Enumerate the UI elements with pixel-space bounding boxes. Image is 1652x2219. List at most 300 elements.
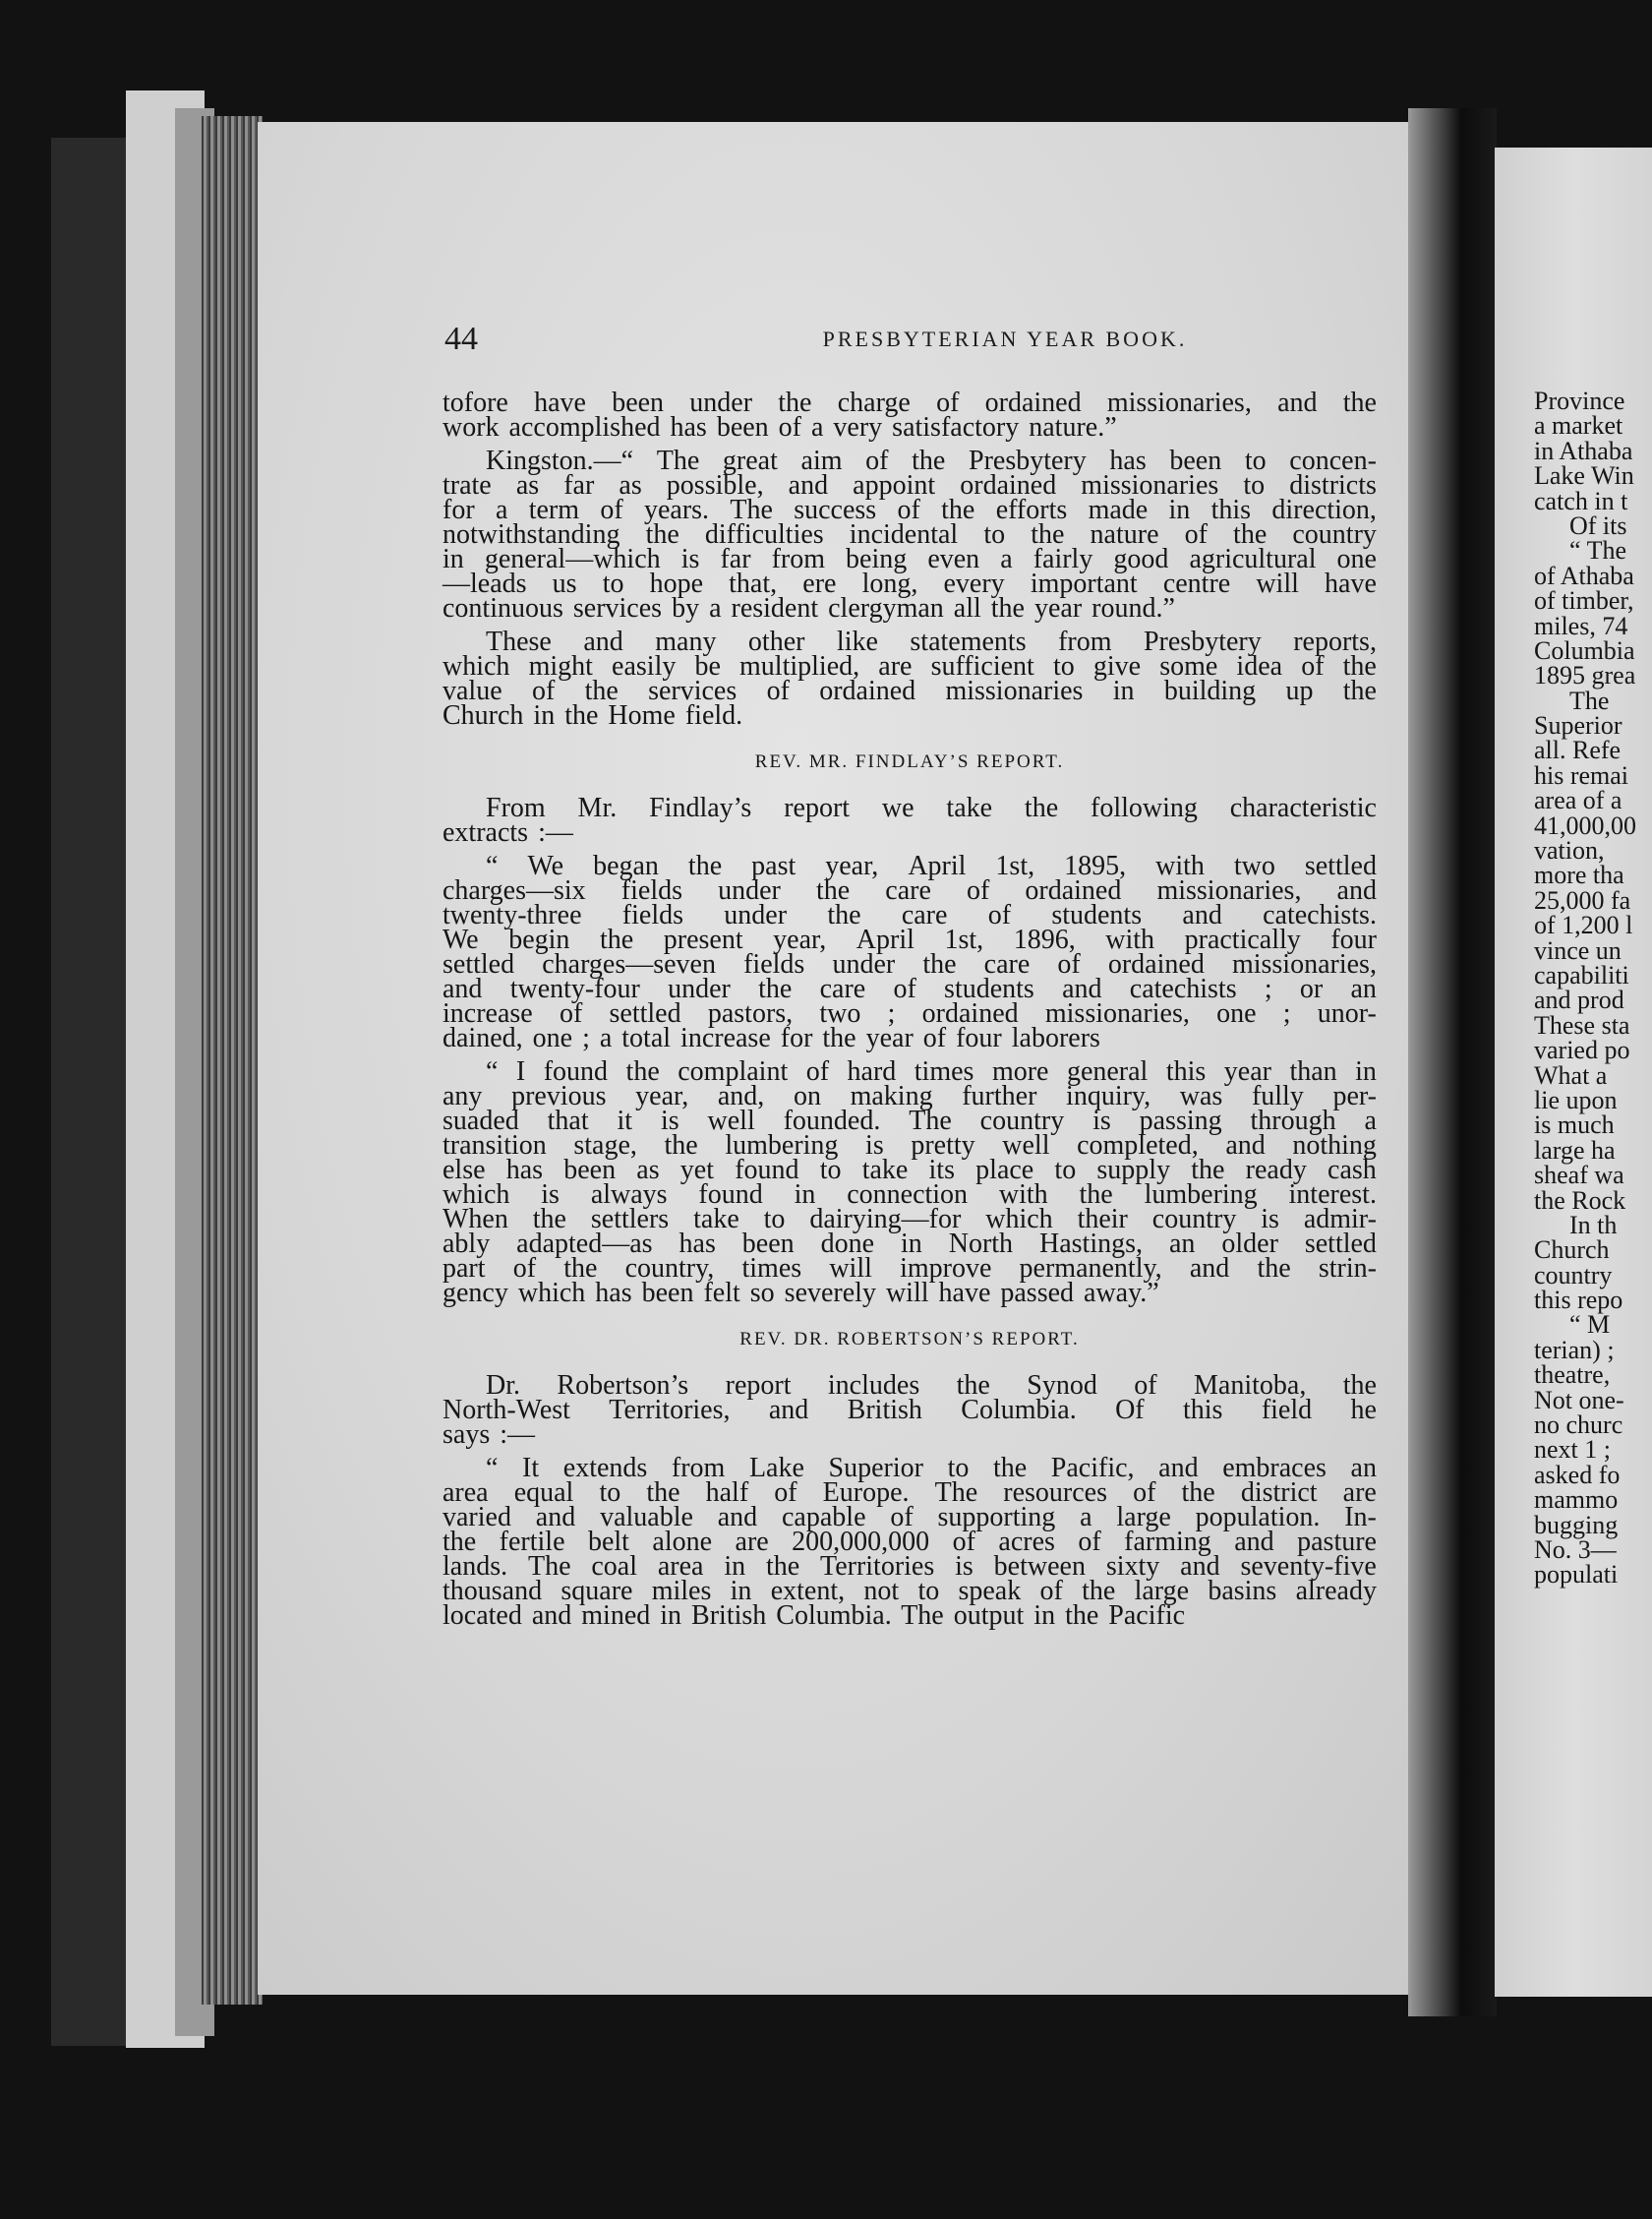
word: from [771, 544, 825, 574]
word: The [909, 1106, 952, 1136]
facing-page-line: bugging [1534, 1510, 1619, 1539]
facing-page-line: sheaf wa [1534, 1161, 1624, 1190]
word: following [1091, 793, 1198, 823]
facing-page-line: this repo [1534, 1286, 1623, 1315]
word: area [442, 1477, 489, 1508]
word: concen- [1289, 446, 1377, 476]
word: and [1062, 974, 1102, 1004]
word: good [1113, 544, 1169, 574]
word: past [751, 851, 796, 881]
word: The [934, 1477, 978, 1508]
word: Manitoba, [1194, 1370, 1307, 1401]
word: the [1181, 1477, 1215, 1508]
word: the [941, 495, 975, 525]
word: and [1158, 1453, 1199, 1483]
word: of [1301, 651, 1325, 682]
facing-page-line: Superior [1534, 711, 1622, 741]
word: connection [847, 1179, 969, 1210]
word: belt [587, 1527, 629, 1557]
word: to [602, 569, 624, 599]
word: times [914, 1056, 974, 1087]
word: this [1182, 1395, 1223, 1425]
word: the [532, 1204, 566, 1234]
word: country, [624, 1253, 715, 1284]
word: Superior [828, 1453, 923, 1483]
text-line: says :— [442, 1419, 535, 1450]
word: as [619, 470, 642, 501]
word: easily [612, 651, 677, 682]
word: ; [887, 998, 896, 1029]
word: to [1054, 1155, 1077, 1185]
word: twenty-four [509, 974, 640, 1004]
word: hope [649, 569, 704, 599]
facing-page-line: Columbia [1534, 635, 1635, 665]
word: any [442, 1081, 483, 1111]
facing-page-line: 1895 grea [1534, 661, 1636, 690]
word: place [975, 1155, 1034, 1185]
word: When [442, 1204, 508, 1234]
word: missionaries [945, 676, 1084, 706]
word: general—which [484, 544, 661, 574]
word: and [535, 1502, 576, 1532]
word: the [1024, 793, 1059, 823]
word: reports, [1293, 627, 1377, 657]
word: of [966, 875, 990, 906]
word: we [881, 793, 914, 823]
word: The [656, 446, 700, 476]
word: admir- [1303, 1204, 1377, 1234]
facing-page-line: Not one- [1534, 1385, 1624, 1414]
word: its [928, 1155, 955, 1185]
word: care [983, 949, 1031, 980]
word: the [584, 676, 619, 706]
word: nature [1090, 519, 1159, 550]
facing-page-line: his remai [1534, 760, 1629, 790]
word: of [893, 974, 916, 1004]
word: under [689, 388, 753, 418]
word: half [705, 1477, 749, 1508]
facing-page-line: Lake Win [1534, 461, 1634, 491]
word: fields [743, 949, 805, 980]
word: 1st, [995, 851, 1035, 881]
word: more [991, 1056, 1049, 1087]
word: country [979, 1106, 1065, 1136]
text-line [442, 1395, 1377, 1425]
word: fairly [1032, 544, 1093, 574]
word: thousand [442, 1576, 543, 1606]
word: ordained [819, 676, 916, 706]
word: which [442, 651, 510, 682]
word: years. [643, 495, 710, 525]
word: and [1225, 1130, 1266, 1161]
word: adapted—as [516, 1229, 653, 1259]
word: area [657, 1551, 704, 1582]
word: incidental [849, 519, 959, 550]
word: inquiry, [1066, 1081, 1151, 1111]
word: further [962, 1081, 1037, 1111]
word: hard [847, 1056, 897, 1087]
facing-page-line: large ha [1534, 1135, 1616, 1165]
page-number: 44 [444, 321, 478, 357]
word: fields [621, 900, 683, 930]
word: general [1066, 1056, 1149, 1087]
facing-page-line: asked fo [1534, 1460, 1621, 1489]
word: catechists. [1263, 900, 1377, 930]
word: supporting [937, 1502, 1056, 1532]
word: under [832, 949, 896, 980]
word: and [1234, 1527, 1274, 1557]
word: that [547, 1106, 589, 1136]
page-body [442, 388, 1377, 1631]
word: of [531, 676, 556, 706]
word: began [593, 851, 659, 881]
word: far [563, 470, 595, 501]
word: agricultural [1189, 544, 1317, 574]
word: the [625, 1056, 660, 1087]
word: April [908, 851, 967, 881]
word: found [543, 1056, 609, 1087]
facing-page-line: no churc [1534, 1410, 1623, 1440]
word: an [1350, 974, 1377, 1004]
word: this [1210, 495, 1252, 525]
facing-page-line: of 1,200 l [1534, 911, 1633, 940]
word: to [917, 1576, 940, 1606]
word: North [948, 1229, 1014, 1259]
word: of [1039, 1576, 1063, 1606]
word: tofore [442, 388, 508, 418]
word: square [560, 1576, 633, 1606]
word: will [829, 1253, 872, 1284]
word: —leads [442, 569, 527, 599]
word: Pacific, [1050, 1453, 1135, 1483]
word: between [993, 1551, 1086, 1582]
word: Presbytery [1143, 627, 1262, 657]
text-line: gency which has been felt so severely will have passed away.” [442, 1278, 1159, 1308]
word: even [927, 544, 980, 574]
word: to [819, 1155, 842, 1185]
word: in [730, 1576, 752, 1606]
word: missionaries, [1106, 388, 1252, 418]
word: the [758, 974, 793, 1004]
word: sufficient [930, 651, 1034, 682]
word: than [1289, 1056, 1337, 1087]
word: the [442, 1527, 477, 1557]
word: to [983, 519, 1006, 550]
word: the [599, 925, 634, 955]
word: ordained [921, 998, 1019, 1029]
word: which [985, 1204, 1053, 1234]
word: has [678, 1229, 716, 1259]
word: as [515, 470, 540, 501]
word: of [865, 446, 889, 476]
word: made [1088, 495, 1149, 525]
word: done [820, 1229, 875, 1259]
word: the [645, 519, 679, 550]
word: lands. [442, 1551, 508, 1582]
word: ; [1282, 998, 1291, 1029]
word: aim [800, 446, 843, 476]
word: the [1257, 1253, 1291, 1284]
word: from [1058, 627, 1112, 657]
word: missionaries, [1231, 949, 1377, 980]
facing-page-line: “ M [1569, 1310, 1611, 1340]
word: four [1330, 925, 1377, 955]
word: April [856, 925, 914, 955]
word: Presbytery [969, 446, 1087, 476]
word: Columbia. [961, 1395, 1077, 1425]
word: value [442, 676, 502, 706]
word: it [617, 1106, 633, 1136]
word: ordained [960, 470, 1057, 501]
word: their [1077, 1204, 1128, 1234]
word: Kingston.—“ [486, 446, 634, 476]
text-line: extracts :— [442, 817, 573, 848]
word: improve [900, 1253, 992, 1284]
facing-page-line: more tha [1534, 861, 1624, 890]
word: a [495, 495, 508, 525]
word: population. [1195, 1502, 1321, 1532]
word: some [1159, 651, 1218, 682]
word: great [722, 446, 778, 476]
word: field [1261, 1395, 1313, 1425]
word: services [648, 676, 738, 706]
word: per- [1332, 1081, 1377, 1111]
word: It [522, 1453, 540, 1483]
facing-page-line: 25,000 fa [1534, 885, 1631, 915]
word: the [646, 1477, 680, 1508]
word: in [1112, 676, 1135, 706]
word: in [794, 1179, 816, 1210]
word: resources [1003, 1477, 1107, 1508]
word: he [1350, 1395, 1377, 1425]
word: valuable [600, 1502, 693, 1532]
facing-page-line: No. 3— [1534, 1534, 1617, 1564]
facing-page-line: next 1 ; [1534, 1435, 1611, 1465]
word: charge [837, 388, 911, 418]
word: is [955, 1551, 974, 1582]
book-gutter [1408, 108, 1497, 2016]
word: statements [910, 627, 1027, 657]
word: and [1182, 900, 1222, 930]
facing-page-line: These sta [1534, 1010, 1630, 1040]
text-line [442, 793, 1377, 823]
word: far [720, 544, 751, 574]
word: found [735, 1155, 799, 1185]
word: every [943, 569, 1005, 599]
word: making [850, 1081, 933, 1111]
text-line: work accomplished has been of a very satisfactory nature.” [442, 412, 1117, 443]
word: pastors, [707, 998, 794, 1029]
word: an [1350, 1453, 1377, 1483]
word: always [590, 1179, 668, 1210]
word: Dr. [486, 1370, 520, 1401]
word: in [1168, 495, 1191, 525]
word: charges—seven [542, 949, 716, 980]
word: country [1292, 519, 1377, 550]
word: has [1109, 446, 1147, 476]
section-heading: REV. DR. ROBERTSON’S REPORT. [739, 1329, 1080, 1349]
facing-page-line: in Athaba [1534, 436, 1633, 465]
running-header [444, 321, 1364, 360]
facing-page-line: varied po [1534, 1036, 1630, 1065]
word: is [865, 1130, 884, 1161]
word: which [442, 1179, 510, 1210]
word: in [442, 544, 464, 574]
word: We [527, 851, 564, 881]
word: of [1078, 1527, 1101, 1557]
word: acres [998, 1527, 1055, 1557]
text-line: dained, one ; a total increase for the year of four laborers [442, 1023, 1100, 1053]
word: of [600, 495, 623, 525]
facing-page-line: terian) ; [1534, 1335, 1615, 1364]
word: on [793, 1081, 821, 1111]
word: missionaries, [1044, 998, 1190, 1029]
word: missionaries [1081, 470, 1219, 501]
word: of [774, 1477, 797, 1508]
word: else [442, 1155, 486, 1185]
word: one [1216, 998, 1257, 1029]
word: the [912, 446, 946, 476]
word: of [766, 676, 790, 706]
facing-page-line: of Athaba [1534, 561, 1634, 590]
facing-page-line: theatre, [1534, 1360, 1611, 1390]
word: to [947, 1453, 970, 1483]
word: the [1342, 651, 1377, 682]
word: charges—six [442, 875, 586, 906]
word: coal [591, 1551, 637, 1582]
word: the [1079, 1179, 1113, 1210]
text-line: Church in the Home field. [442, 700, 743, 731]
word: “ [486, 1453, 499, 1483]
word: take [861, 1155, 909, 1185]
word: be [694, 651, 721, 682]
word: of [897, 495, 920, 525]
word: fully [1251, 1081, 1304, 1111]
word: and [1189, 1253, 1230, 1284]
word: begin [508, 925, 570, 955]
word: large [1116, 1502, 1171, 1532]
text-line [442, 1453, 1377, 1483]
word: trate [442, 470, 492, 501]
word: ordained [1107, 949, 1205, 980]
word: dairying—for [809, 1204, 962, 1234]
facing-page-line: capabiliti [1534, 960, 1629, 990]
word: that, [729, 569, 778, 599]
word: idea [1236, 651, 1283, 682]
word: found [698, 1179, 763, 1210]
word: From [486, 793, 546, 823]
word: I [515, 1056, 526, 1087]
word: ere [802, 569, 837, 599]
word: Lake [748, 1453, 804, 1483]
word: other [747, 627, 805, 657]
word: fields [620, 875, 682, 906]
word: efforts [995, 495, 1068, 525]
facing-page-text [1534, 389, 1652, 1588]
word: and [768, 1395, 809, 1425]
facing-page-line: miles, 74 [1534, 611, 1628, 640]
word: districts [1289, 470, 1377, 501]
word: of [890, 1502, 914, 1532]
word: settled [1304, 851, 1377, 881]
word: like [836, 627, 878, 657]
word: multiplied, [739, 651, 860, 682]
word: and, [717, 1081, 765, 1111]
word: ready [1245, 1155, 1307, 1185]
word: the [992, 1453, 1028, 1483]
word: have [1325, 569, 1377, 599]
word: under [724, 900, 788, 930]
facing-page-line: the Rock [1534, 1185, 1626, 1215]
word: take [693, 1204, 739, 1234]
word: increase [442, 998, 533, 1029]
word: with [1105, 925, 1155, 955]
word: the [815, 875, 851, 906]
word: founded. [783, 1106, 881, 1136]
word: of [805, 1056, 830, 1087]
word: was [1179, 1081, 1223, 1111]
facing-page-line: “ The [1569, 536, 1626, 566]
word: Mr. [577, 793, 618, 823]
word: district [1240, 1477, 1318, 1508]
word: settled [609, 998, 681, 1029]
text-line: continuous services by a resident clergyman all the year round.” [442, 593, 1175, 624]
word: many [655, 627, 717, 657]
facing-page-line: a market [1534, 411, 1623, 441]
word: of [952, 1527, 975, 1557]
word: 200,000,000 [792, 1527, 930, 1557]
word: of [1134, 1370, 1157, 1401]
word: basins [1208, 1576, 1277, 1606]
word: not [863, 1576, 900, 1606]
word: seventy-five [1240, 1551, 1377, 1582]
word: up [1285, 676, 1314, 706]
word: are [735, 1527, 769, 1557]
word: sixty [1105, 1551, 1160, 1582]
word: country [1151, 1204, 1237, 1234]
word: Findlay’s [649, 793, 752, 823]
word: a [1080, 1502, 1092, 1532]
word: the [1233, 519, 1268, 550]
word: The [527, 1551, 571, 1582]
word: ordained [984, 388, 1082, 418]
word: is [660, 1106, 679, 1136]
word: students [1051, 900, 1143, 930]
word: Robertson’s [557, 1370, 689, 1401]
word: transition [442, 1130, 547, 1161]
word: have [534, 388, 586, 418]
word: term [528, 495, 580, 525]
word: “ [486, 851, 499, 881]
word: stage, [573, 1130, 637, 1161]
word: a [1364, 1106, 1377, 1136]
word: is [680, 544, 700, 574]
word: Synod [1027, 1370, 1097, 1401]
word: pretty [911, 1130, 975, 1161]
word: capable [782, 1502, 866, 1532]
word: two [819, 998, 861, 1029]
word: 1st, [944, 925, 984, 955]
word: pasture [1297, 1527, 1377, 1557]
word: ably [442, 1229, 491, 1259]
word: a [1000, 544, 1013, 574]
word: fertile [499, 1527, 565, 1557]
word: part [442, 1253, 486, 1284]
word: These [486, 627, 552, 657]
word: The [730, 495, 773, 525]
word: permanently, [1019, 1253, 1162, 1284]
word: year, [773, 925, 827, 955]
